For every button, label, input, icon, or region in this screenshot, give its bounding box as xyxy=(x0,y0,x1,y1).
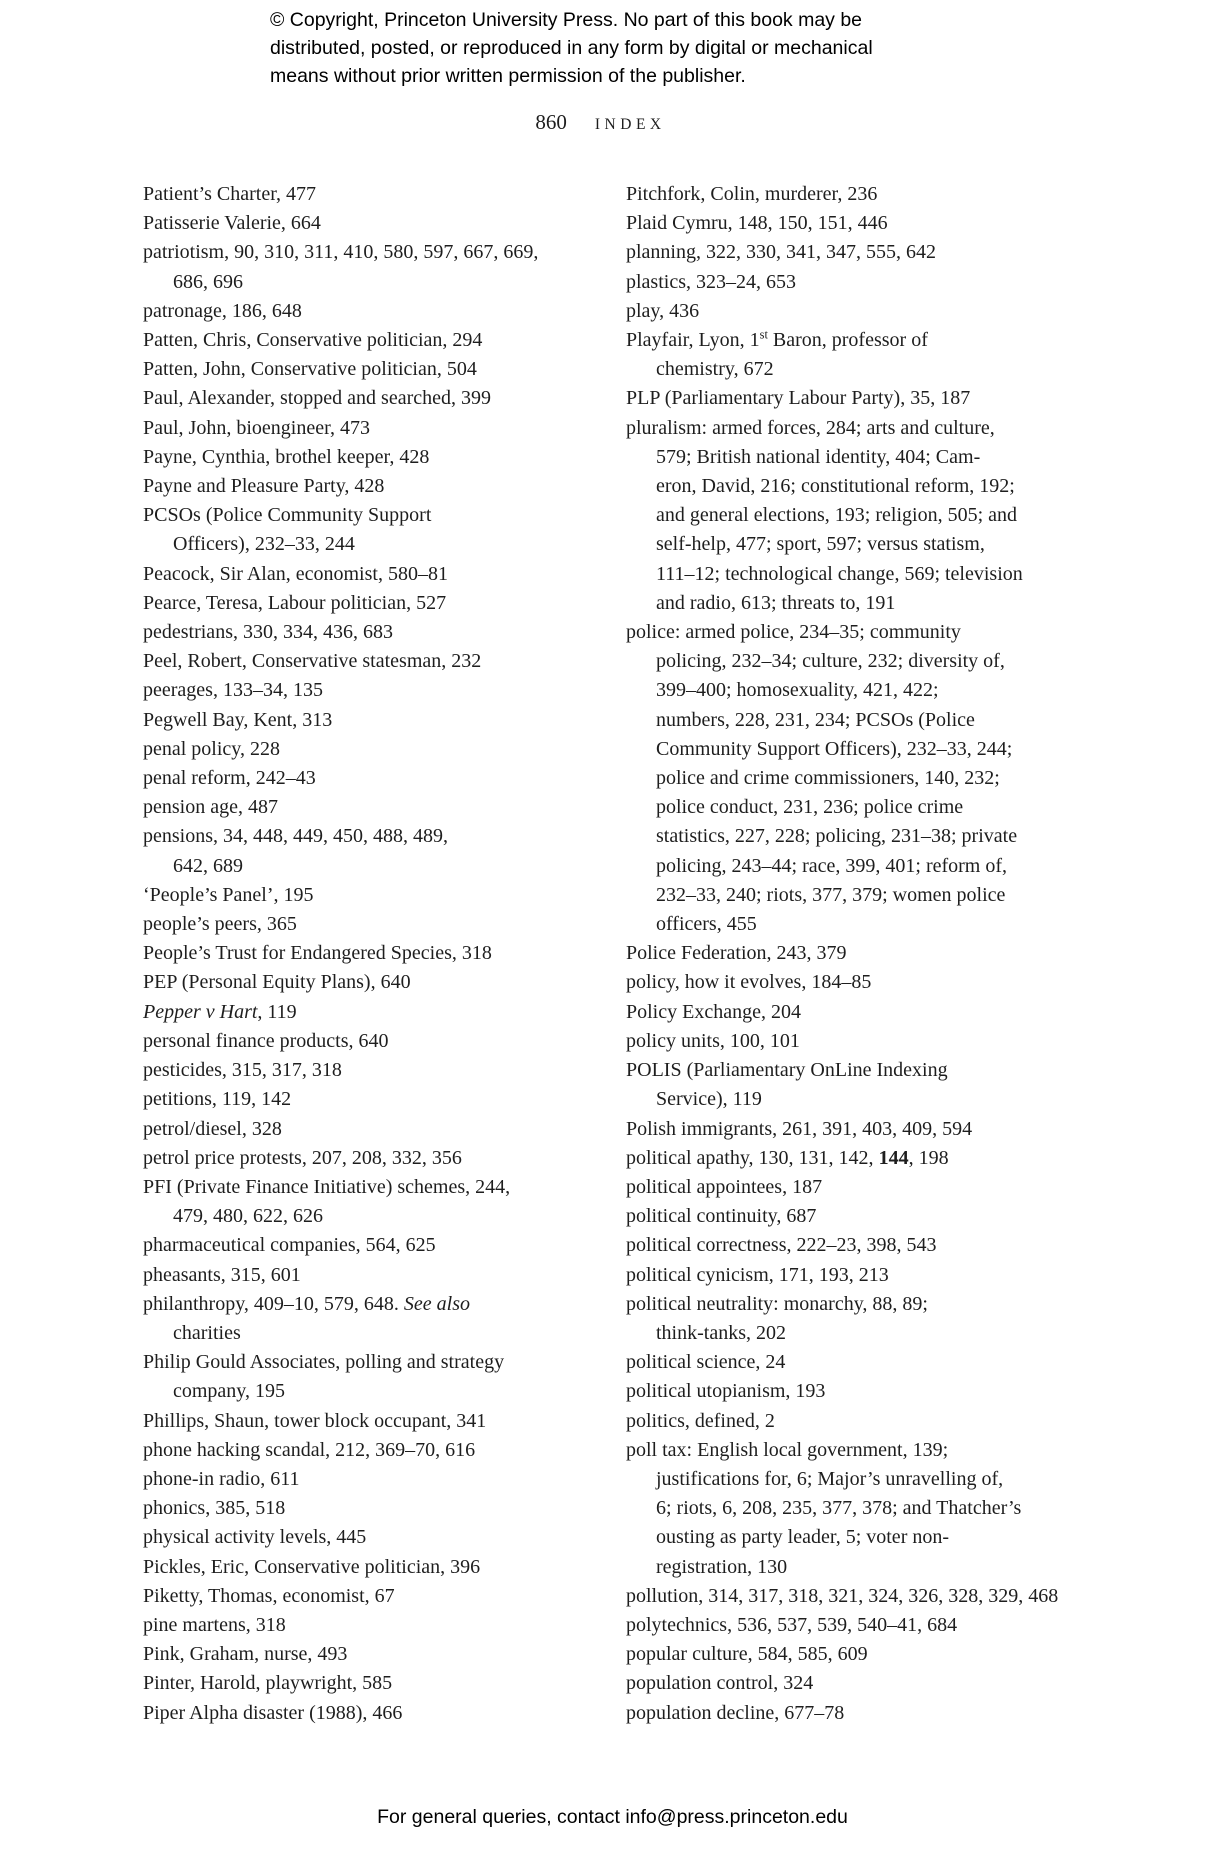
index-entry: Plaid Cymru, 148, 150, 151, 446 xyxy=(626,212,888,235)
footer-contact xyxy=(0,1806,1225,1829)
index-entry: policy units, 100, 101 xyxy=(626,1029,800,1052)
index-entry: penal reform, 242–43 xyxy=(143,767,316,790)
index-entry: Piketty, Thomas, economist, 67 xyxy=(143,1584,395,1607)
index-entry: peerages, 133–34, 135 xyxy=(143,679,323,702)
index-entry: police: armed police, 234–35; community xyxy=(626,621,961,644)
copyright-notice xyxy=(270,6,873,90)
index-entry-continuation: Service), 119 xyxy=(656,1088,762,1111)
page-header xyxy=(0,110,1213,135)
index-entry-continuation: Community Support Officers), 232–33, 244; xyxy=(656,737,1013,760)
index-entry: Pegwell Bay, Kent, 313 xyxy=(143,708,333,731)
index-entry: pine martens, 318 xyxy=(143,1613,286,1636)
index-entry: Piper Alpha disaster (1988), 466 xyxy=(143,1701,403,1724)
index-heading: INDEX xyxy=(594,116,666,133)
index-entry: play, 436 xyxy=(626,299,700,322)
index-entry: Patient’s Charter, 477 xyxy=(143,183,317,205)
index-entry: pluralism: armed forces, 284; arts and culture, xyxy=(626,416,995,439)
index-entry: PCSOs (Police Community Support xyxy=(143,504,432,527)
index-entry: People’s Trust for Endangered Species, 318 xyxy=(143,942,492,965)
index-entry: petitions, 119, 142 xyxy=(143,1088,292,1111)
index-entry-continuation: and general elections, 193; religion, 505; and xyxy=(656,504,1018,527)
index-entry: pheasants, 315, 601 xyxy=(143,1263,301,1286)
index-entry: phone hacking scandal, 212, 369–70, 616 xyxy=(143,1438,476,1461)
index-entry: Pearce, Teresa, Labour politician, 527 xyxy=(143,591,447,614)
index-entry: PLP (Parliamentary Labour Party), 35, 187 xyxy=(626,387,971,410)
index-entry: philanthropy, 409–10, 579, 648. See also xyxy=(143,1292,471,1315)
index-entry-continuation: chemistry, 672 xyxy=(656,358,774,381)
index-entry: planning, 322, 330, 341, 347, 555, 642 xyxy=(626,241,936,264)
index-entry-continuation: 686, 696 xyxy=(173,270,243,293)
index-entry: pollution, 314, 317, 318, 321, 324, 326, 328, 329, 468 xyxy=(626,1584,1059,1607)
index-entry-continuation: self-help, 477; sport, 597; versus statism, xyxy=(656,533,985,556)
index-entry: pedestrians, 330, 334, 436, 683 xyxy=(143,621,393,644)
index-entry: political neutrality: monarchy, 88, 89; xyxy=(626,1292,928,1315)
index-entry: population decline, 677–78 xyxy=(626,1701,845,1724)
index-entry: Pink, Graham, nurse, 493 xyxy=(143,1643,348,1666)
index-entry: physical activity levels, 445 xyxy=(143,1526,367,1549)
index-entry: pensions, 34, 448, 449, 450, 488, 489, xyxy=(143,825,448,848)
index-entry: political correctness, 222–23, 398, 543 xyxy=(626,1234,937,1257)
index-entry: poll tax: English local government, 139; xyxy=(626,1438,949,1461)
index-entry: POLIS (Parliamentary OnLine Indexing xyxy=(626,1059,948,1082)
index-entry-continuation: 399–400; homosexuality, 421, 422; xyxy=(656,679,939,702)
index-entry: Payne and Pleasure Party, 428 xyxy=(143,475,385,498)
index-entry-continuation: 479, 480, 622, 626 xyxy=(173,1205,323,1228)
index-entry: political apathy, 130, 131, 142, 144, 198 xyxy=(626,1146,949,1169)
index-entry: Playfair, Lyon, 1st Baron, professor of xyxy=(626,327,928,352)
index-entry: pharmaceutical companies, 564, 625 xyxy=(143,1234,436,1257)
index-entry: plastics, 323–24, 653 xyxy=(626,270,796,293)
index-entry: Payne, Cynthia, brothel keeper, 428 xyxy=(143,445,430,468)
index-entry: Patten, Chris, Conservative politician, 294 xyxy=(143,329,483,352)
index-entry: policy, how it evolves, 184–85 xyxy=(626,971,872,994)
index-entry: personal finance products, 640 xyxy=(143,1029,389,1052)
index-entry-continuation: police and crime commissioners, 140, 232; xyxy=(656,767,1000,790)
index-entry: Pitchfork, Colin, murderer, 236 xyxy=(626,183,878,205)
copyright-line: distributed, posted, or reproduced in any form by digital or mechanical xyxy=(270,37,873,59)
index-entry-continuation: policing, 232–34; culture, 232; diversity of, xyxy=(656,650,1005,673)
index-entry: penal policy, 228 xyxy=(143,737,281,760)
index-entry: patronage, 186, 648 xyxy=(143,299,302,322)
index-entry-continuation: charities xyxy=(173,1321,241,1344)
index-entry-continuation: Officers), 232–33, 244 xyxy=(173,533,355,556)
index-entry-continuation: policing, 243–44; race, 399, 401; reform of, xyxy=(656,854,1008,877)
index-entry: ‘People’s Panel’, 195 xyxy=(143,883,314,906)
index-entry: Paul, John, bioengineer, 473 xyxy=(143,416,370,439)
page-number: 860 xyxy=(535,110,567,134)
index-entry: phone-in radio, 611 xyxy=(143,1467,300,1490)
index-entry: political continuity, 687 xyxy=(626,1205,817,1228)
index-entry: Peel, Robert, Conservative statesman, 232 xyxy=(143,650,482,673)
index-entry-continuation: 111–12; technological change, 569; television xyxy=(656,562,1023,585)
index-entry: pesticides, 315, 317, 318 xyxy=(143,1059,342,1082)
index-column-left xyxy=(143,180,621,1728)
index-entry: Philip Gould Associates, polling and strategy xyxy=(143,1351,505,1374)
index-entry-continuation: numbers, 228, 231, 234; PCSOs (Police xyxy=(656,708,975,731)
index-entry: political utopianism, 193 xyxy=(626,1380,826,1403)
index-entry: Pickles, Eric, Conservative politician, 396 xyxy=(143,1555,481,1578)
index-entry: petrol price protests, 207, 208, 332, 356 xyxy=(143,1146,462,1169)
index-entry: population control, 324 xyxy=(626,1672,814,1695)
index-entry-continuation: police conduct, 231, 236; police crime xyxy=(656,796,964,819)
index-entry-continuation: registration, 130 xyxy=(656,1555,788,1578)
index-entry-continuation: 579; British national identity, 404; Cam- xyxy=(656,445,981,468)
index-entry: Patisserie Valerie, 664 xyxy=(143,212,321,235)
index-entry: Peacock, Sir Alan, economist, 580–81 xyxy=(143,562,448,585)
index-entry: popular culture, 584, 585, 609 xyxy=(626,1643,868,1666)
index-entry-continuation: ousting as party leader, 5; voter non- xyxy=(656,1526,950,1549)
index-entry: political cynicism, 171, 193, 213 xyxy=(626,1263,889,1286)
index-entry: PFI (Private Finance Initiative) schemes, 244, xyxy=(143,1175,511,1198)
index-entry-continuation: eron, David, 216; constitutional reform, 192; xyxy=(656,475,1015,498)
index-entry-continuation: 642, 689 xyxy=(173,854,243,877)
copyright-line: © Copyright, Princeton University Press. No part of this book may be xyxy=(270,9,863,31)
index-entry-continuation: statistics, 227, 228; policing, 231–38; private xyxy=(656,825,1018,848)
index-entry: politics, defined, 2 xyxy=(626,1409,775,1432)
index-entry: pension age, 487 xyxy=(143,796,278,819)
index-entry: Paul, Alexander, stopped and searched, 399 xyxy=(143,387,491,410)
index-entry: Polish immigrants, 261, 391, 403, 409, 594 xyxy=(626,1117,973,1140)
index-entry: polytechnics, 536, 537, 539, 540–41, 684 xyxy=(626,1613,958,1636)
index-entry: PEP (Personal Equity Plans), 640 xyxy=(143,971,411,994)
index-entry-continuation: 6; riots, 6, 208, 235, 377, 378; and Thatcher’s xyxy=(656,1497,1022,1520)
index-entry: Phillips, Shaun, tower block occupant, 341 xyxy=(143,1409,487,1432)
index-entry: Policy Exchange, 204 xyxy=(626,1000,801,1023)
index-entry: political appointees, 187 xyxy=(626,1175,823,1198)
index-entry: phonics, 385, 518 xyxy=(143,1497,286,1520)
index-entry: people’s peers, 365 xyxy=(143,913,297,936)
index-entry-continuation: officers, 455 xyxy=(656,913,757,936)
index-entry: Pepper v Hart, 119 xyxy=(143,1000,297,1023)
index-entry-continuation: think-tanks, 202 xyxy=(656,1321,786,1344)
index-entry: political science, 24 xyxy=(626,1351,786,1374)
footer-contact-text: For general queries, contact info@press.princeton.edu xyxy=(377,1806,848,1828)
index-entry-continuation: and radio, 613; threats to, 191 xyxy=(656,591,896,614)
index-entry: Police Federation, 243, 379 xyxy=(626,942,847,965)
index-column-right xyxy=(626,180,1146,1728)
index-entry: petrol/diesel, 328 xyxy=(143,1117,282,1140)
index-entry: Patten, John, Conservative politician, 504 xyxy=(143,358,477,381)
index-entry: patriotism, 90, 310, 311, 410, 580, 597, 667, 669, xyxy=(143,241,539,264)
index-entry-continuation: company, 195 xyxy=(173,1380,286,1403)
copyright-line: means without prior written permission of the publisher. xyxy=(270,65,746,87)
index-entry: Pinter, Harold, playwright, 585 xyxy=(143,1672,393,1695)
index-entry-continuation: justifications for, 6; Major’s unravelling of, xyxy=(656,1467,1004,1490)
index-entry-continuation: 232–33, 240; riots, 377, 379; women police xyxy=(656,883,1006,906)
